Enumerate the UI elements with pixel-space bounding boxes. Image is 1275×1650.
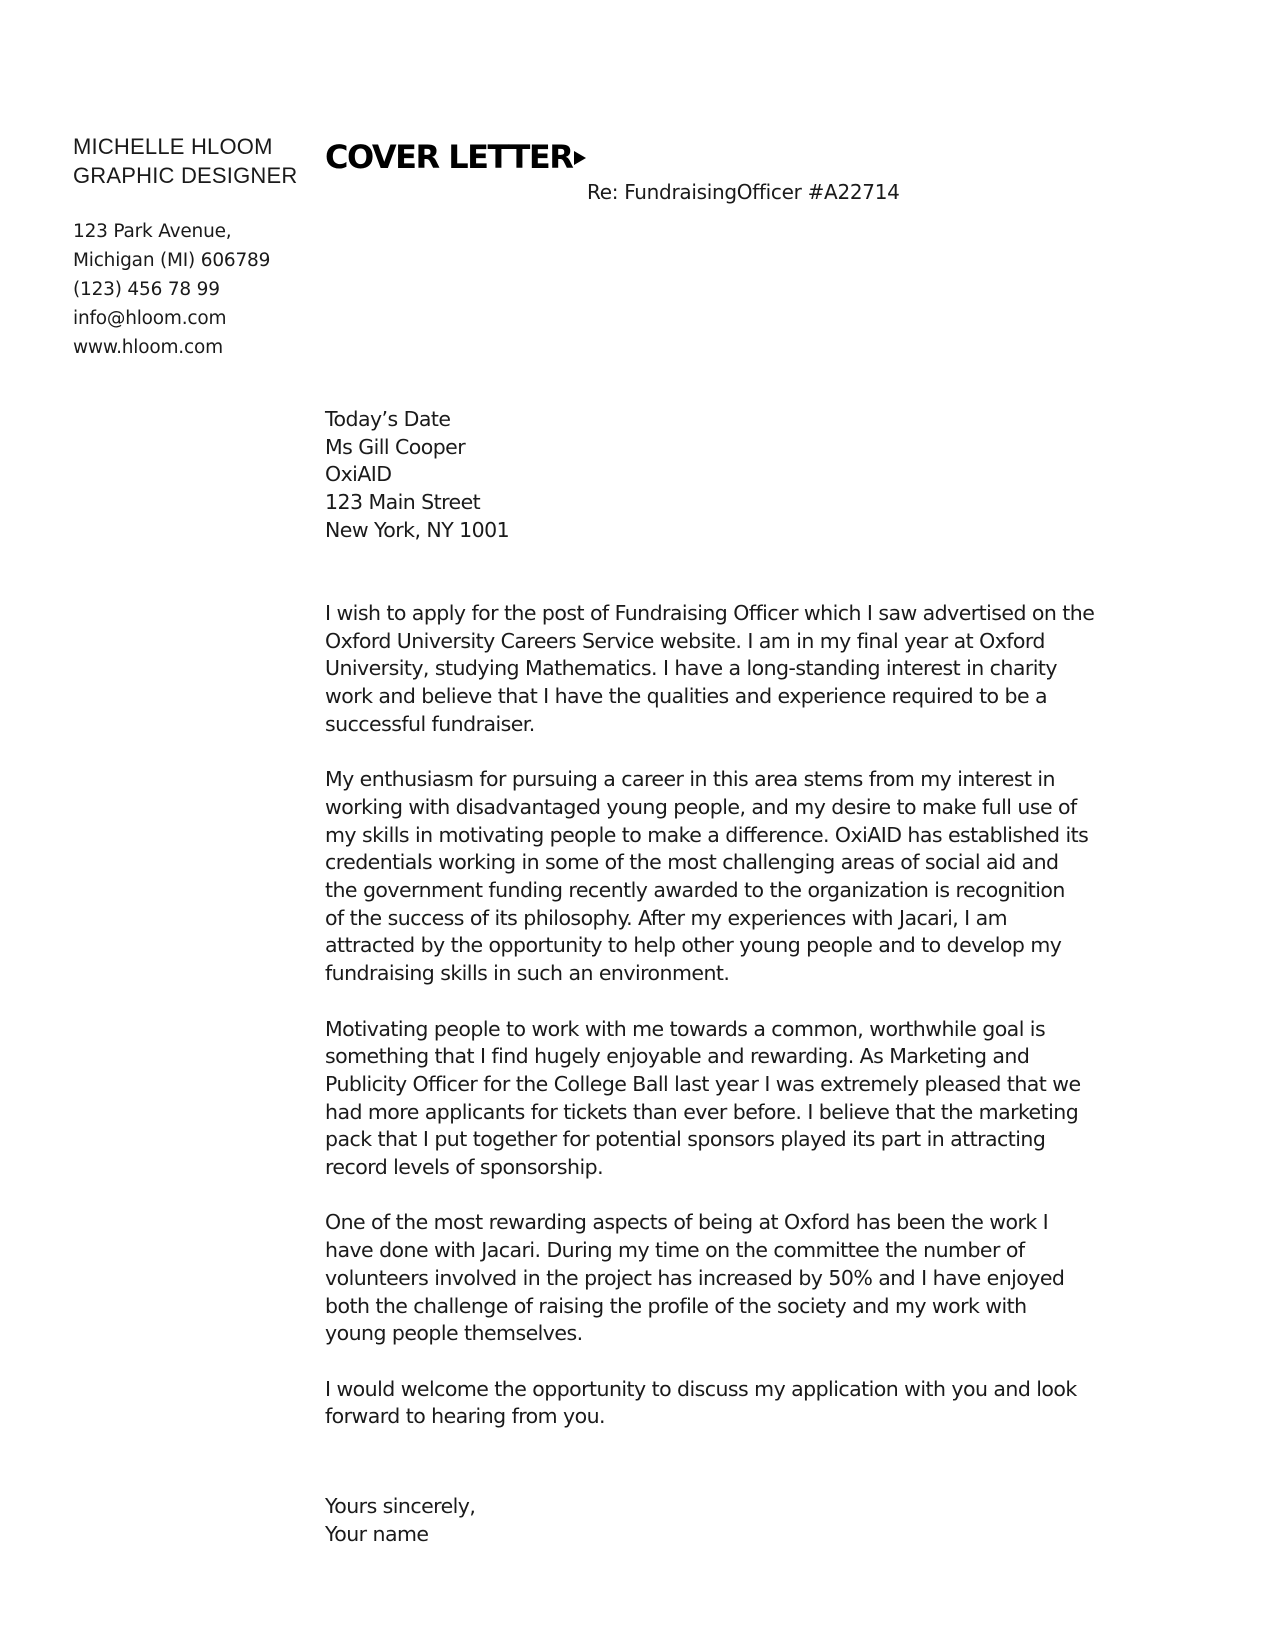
body-line: the government funding recently awarded to the organization is recognition bbox=[325, 878, 1065, 903]
body-paragraph bbox=[325, 600, 1195, 739]
body-line: successful fundraiser. bbox=[325, 711, 535, 736]
recipient-block bbox=[325, 406, 1195, 545]
letter-date: Today’s Date bbox=[325, 407, 451, 431]
body-line: I would welcome the opportunity to discuss my application with you and look bbox=[325, 1376, 1077, 1401]
recipient-city: New York, NY 1001 bbox=[325, 517, 510, 542]
recipient-name: Ms Gill Cooper bbox=[325, 434, 466, 459]
closing-block bbox=[325, 1493, 1195, 1548]
body-line: working with disadvantaged young people, and my desire to make full use of bbox=[325, 794, 1077, 819]
closing-salutation: Yours sincerely, bbox=[325, 1494, 476, 1518]
letter-body bbox=[325, 600, 1195, 1459]
body-paragraph bbox=[325, 766, 1195, 988]
body-paragraph bbox=[325, 1376, 1195, 1431]
body-line: volunteers involved in the project has increased by 50% and I have enjoyed bbox=[325, 1265, 1065, 1290]
page-title bbox=[325, 138, 586, 176]
body-line: forward to hearing from you. bbox=[325, 1404, 606, 1429]
sender-role: GRAPHIC DESIGNER bbox=[73, 163, 298, 188]
body-line: of the success of its philosophy. After my experiences with Jacari, I am bbox=[325, 905, 1008, 930]
body-line: pack that I put together for potential sponsors played its part in attracting bbox=[325, 1127, 1046, 1152]
body-line: have done with Jacari. During my time on the committee the number of bbox=[325, 1238, 1025, 1263]
job-reference: Re: FundraisingOfficer #A22714 bbox=[587, 180, 900, 204]
body-line: fundraising skills in such an environment. bbox=[325, 961, 730, 986]
signature-name: Your name bbox=[325, 1521, 429, 1546]
sender-contact bbox=[73, 217, 303, 362]
triangle-right-icon bbox=[574, 151, 586, 165]
body-line: my skills in motivating people to make a difference. OxiAID has established its bbox=[325, 822, 1089, 847]
body-line: had more applicants for tickets than ever before. I believe that the marketing bbox=[325, 1099, 1079, 1124]
body-paragraph bbox=[325, 1016, 1195, 1182]
body-line: One of the most rewarding aspects of being at Oxford has been the work I bbox=[325, 1210, 1049, 1235]
body-line: My enthusiasm for pursuing a career in this area stems from my interest in bbox=[325, 767, 1056, 792]
body-line: work and believe that I have the qualities and experience required to be a bbox=[325, 684, 1048, 709]
body-line: both the challenge of raising the profile of the society and my work with bbox=[325, 1293, 1027, 1318]
body-line: credentials working in some of the most challenging areas of social aid and bbox=[325, 850, 1059, 875]
sender-city: Michigan (MI) 606789 bbox=[73, 250, 271, 271]
body-line: I wish to apply for the post of Fundraising Officer which I saw advertised on the bbox=[325, 601, 1095, 625]
body-line: attracted by the opportunity to help other young people and to develop my bbox=[325, 933, 1062, 958]
sender-email: info@hloom.com bbox=[73, 308, 227, 329]
body-line: Motivating people to work with me towards a common, worthwhile goal is bbox=[325, 1016, 1046, 1041]
body-line: Publicity Officer for the College Ball last year I was extremely pleased that we bbox=[325, 1071, 1081, 1096]
body-paragraph bbox=[325, 1209, 1195, 1348]
body-line: young people themselves. bbox=[325, 1321, 583, 1346]
sender-website: www.hloom.com bbox=[73, 337, 223, 358]
sender-street: 123 Park Avenue, bbox=[73, 221, 232, 242]
body-line: something that I find hugely enjoyable and rewarding. As Marketing and bbox=[325, 1044, 1030, 1069]
sender-block bbox=[73, 132, 303, 362]
page-title-text: COVER LETTER bbox=[325, 138, 573, 176]
recipient-street: 123 Main Street bbox=[325, 490, 481, 515]
recipient-company: OxiAID bbox=[325, 462, 392, 487]
body-line: Oxford University Careers Service website. I am in my final year at Oxford bbox=[325, 628, 1045, 653]
sender-name: MICHELLE HLOOM bbox=[73, 134, 273, 159]
sender-phone: (123) 456 78 99 bbox=[73, 279, 220, 300]
body-line: University, studying Mathematics. I have a long-standing interest in charity bbox=[325, 656, 1057, 681]
body-line: record levels of sponsorship. bbox=[325, 1155, 604, 1180]
